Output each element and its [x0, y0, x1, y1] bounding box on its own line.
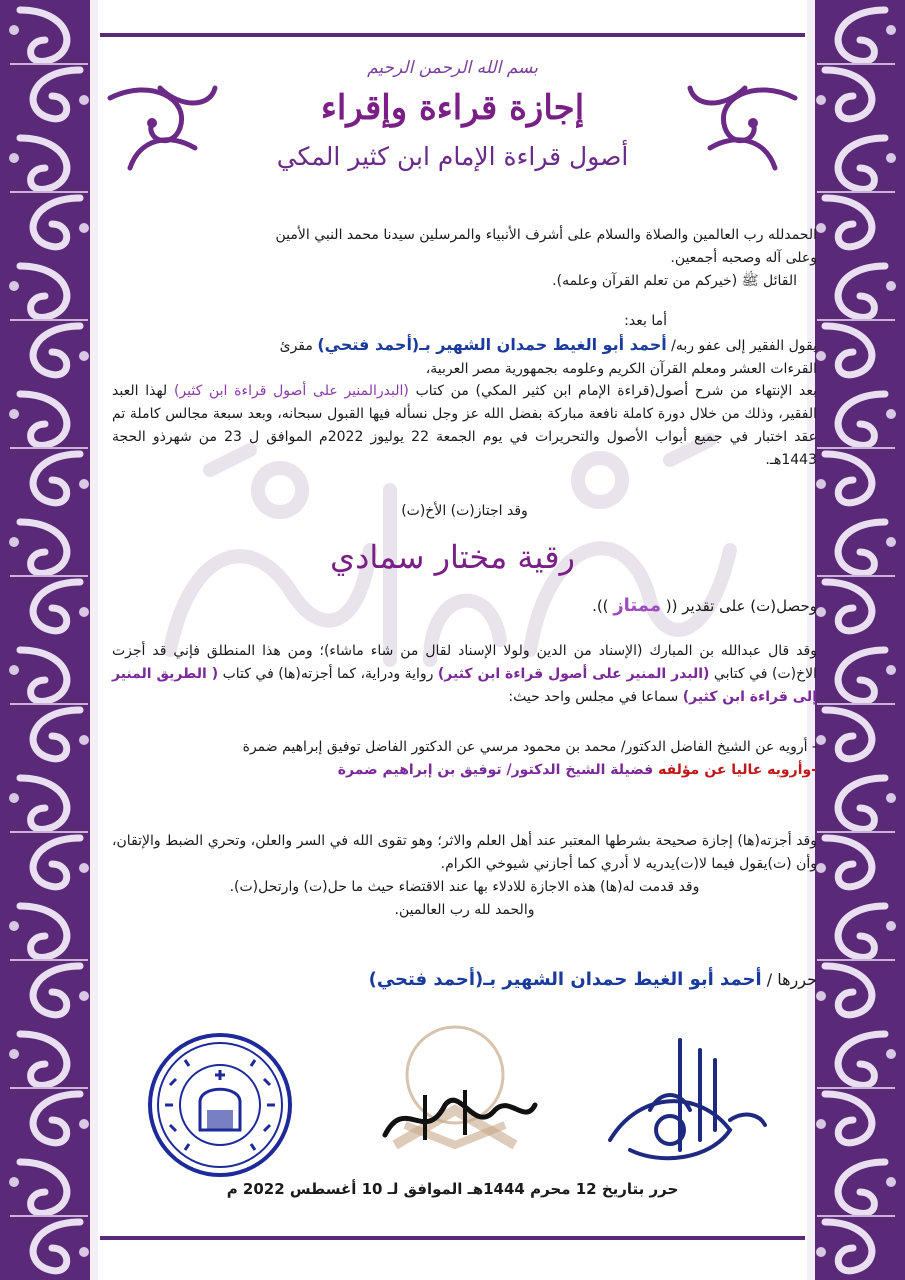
closing-text: والحمد لله رب العالمين.	[394, 902, 535, 918]
body-paragraph-4	[100, 830, 829, 922]
signature-label: حررها /	[761, 970, 817, 989]
book-title-2: (البدر المنير على أصول قراءة ابن كثير)	[437, 666, 710, 682]
top-divider	[100, 33, 805, 37]
page-title: إجازة قراءة وإقراء	[320, 88, 585, 128]
author-intro-line	[112, 333, 817, 358]
granted-text: وقد اجتاز(ت) الأخ(ت)	[401, 503, 528, 519]
basmala: بسم الله الرحمن الرحيم	[367, 58, 538, 78]
body-paragraph-3	[100, 640, 829, 709]
chain-text-c: سماعا في مجلس واحد حيث:	[508, 689, 683, 705]
intro-paragraph	[100, 224, 829, 293]
granted-line	[100, 500, 829, 523]
course-text-b: لهذا العبد الفقير، وذلك من خلال دورة كاملة نافعة مباركة بفضل الله عز وجل نسأله فيها القبول سبحانه، وبعد سبعة مجالس كاملة تم عقد اختبار في جميع أبواب الأصول والتحريرات في يوم الجمعة 22 يوليوز 2022م الموافق ل 23 من شهرذو الحجة 1443هـ.	[112, 383, 817, 468]
body-paragraph-1	[100, 310, 829, 381]
body-paragraph-2	[100, 380, 829, 472]
chain-line-2-a: -وأرويه عاليا عن مؤلفه	[653, 762, 817, 778]
author-qualification: القرءات العشر ومعلم القرآن الكريم وعلومه بجمهورية مصر العربية،	[425, 361, 817, 377]
author-name: أحمد أبو الغيط حمدان الشهير بـ(أحمد فتحي)	[317, 335, 667, 354]
book-title-3: ( الطريق المنير إلى قراءة ابن كثير)	[112, 666, 817, 705]
presentation-text: وقد قدمت له(ها) هذه الاجازة للادلاء بها عند الاقتضاء حيث ما حل(ت) وارتحل(ت).	[229, 879, 700, 895]
footer-date: حرر بتاريخ 12 محرم 1444هـ الموافق لـ 10 أغسطس 2022 م	[226, 1180, 679, 1198]
conditions-text: وقد أجزته(ها) إجازة صحيحة بشرطها المعتبر عند أهل العلم والاثر؛ وهو تقوى الله في السر والعلن، وتحري الضبط والإتقان، وأن (ت)يقول فيما لا(ت)يدريه لا أدري كما أجازني شيوخي الكرام.	[112, 833, 817, 872]
grade-text-a: وحصل(ت) على تقدير ((	[661, 597, 817, 615]
grade-line	[100, 594, 905, 618]
handwritten-signature-block	[365, 1015, 545, 1165]
chain-intro-text	[112, 640, 817, 709]
chain-line-2	[112, 759, 817, 782]
book-title-1: (البدرالمنير على أصول قراءة ابن كثير)	[173, 383, 409, 399]
amma-bad: أما بعد:	[624, 313, 667, 329]
chain-text-b: رواية ودراية، كما أجزته(ها) في كتاب	[218, 666, 438, 682]
course-text-a: بعد الإنتهاء من شرح أصول(قراءة الإمام ابن كثير المكي) من كتاب	[408, 383, 818, 399]
chain-line-2-b: فضيلة الشيخ الدكتور/ توفيق بن إبراهيم ضمرة	[337, 762, 654, 778]
ornament-scroll-icon	[0, 0, 98, 1280]
signature-name: أحمد أبو الغيط حمدان الشهير بـ(أحمد فتحي)	[368, 969, 762, 990]
author-intro-text: يقول الفقير إلى عفو ربه/	[666, 338, 817, 354]
chain-list	[100, 736, 829, 782]
page-subtitle: أصول قراءة الإمام ابن كثير المكي	[276, 142, 629, 171]
signature-line	[100, 968, 829, 991]
intro-line-3: القائل ﷺ (خيركم من تعلم القرآن وعلمه).	[552, 273, 797, 289]
grade-text-b: )).	[592, 597, 614, 615]
intro-line-2: وعلى آله وصحبه أجمعين.	[670, 250, 817, 266]
bottom-divider	[100, 1236, 805, 1240]
student-name: رقية مختار سمادي	[330, 538, 575, 576]
intro-line-1: الحمدلله رب العالمين والصلاة والسلام على أشرف الأنبياء والمرسلين سيدنا محمد النبي الأمين	[275, 227, 817, 243]
calligraphy-seal-icon	[590, 1030, 770, 1180]
chain-line-1: - أرويه عن الشيخ الفاضل الدكتور/ محمد بن محمود مرسي عن الدكتور الفاضل توفيق إبراهيم ضمرة	[242, 739, 817, 755]
circular-seal-icon	[145, 1030, 295, 1180]
grade-value: ممتاز	[613, 595, 661, 616]
left-ornamental-border	[0, 0, 98, 1280]
chain-text-a: وقد قال عبدالله بن المبارك (الإسناد من الدين ولولا الإسناد لقال من شاء ماشاء)؛ ومن هذا المنطلق فإني قد أجزت الاخ(ت) في كتابي	[112, 643, 817, 682]
author-title-text: مقرئ	[279, 338, 318, 354]
quran-stand-icon	[365, 1015, 545, 1165]
course-completion-text	[112, 380, 817, 472]
